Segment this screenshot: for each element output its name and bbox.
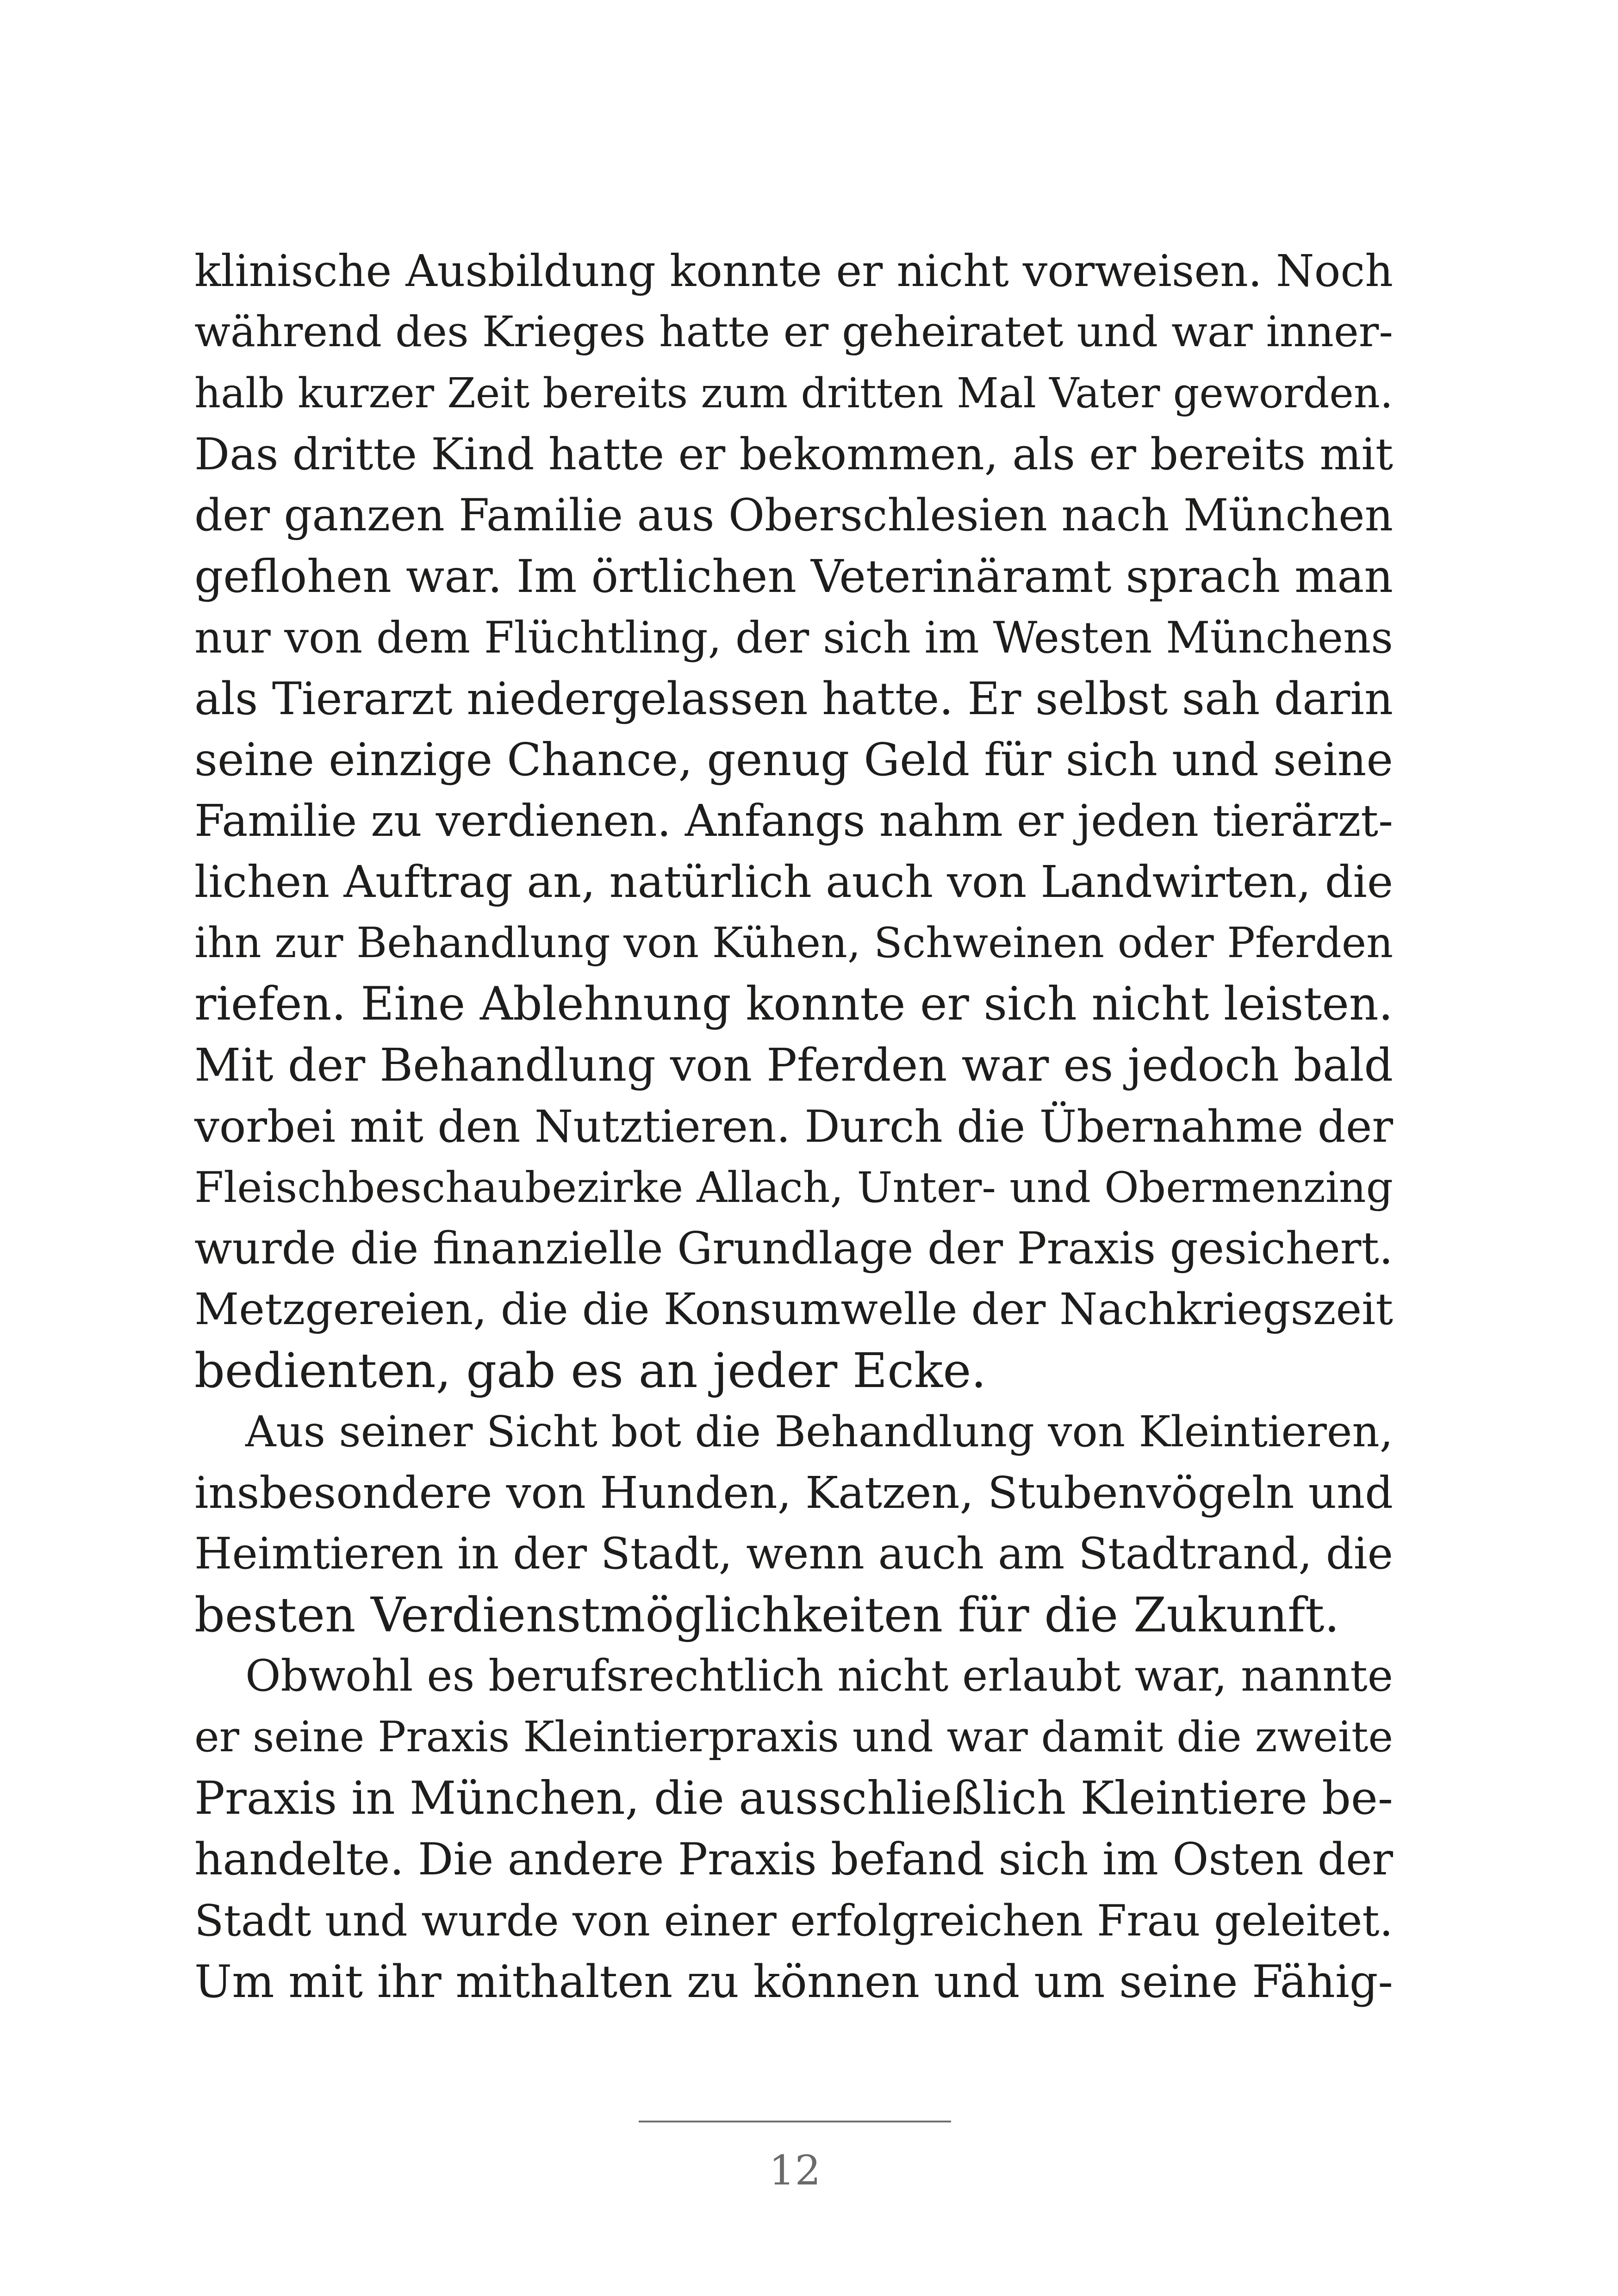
footer-divider bbox=[639, 2121, 951, 2122]
page-number: 12 bbox=[769, 2147, 821, 2194]
text-line: nur von dem Flüchtling, der sich im Westen Münchens bbox=[194, 612, 1393, 663]
text-line: besten Verdienstmöglichkeiten für die Zukunft. bbox=[194, 1587, 1340, 1643]
text-line: als Tierarzt niedergelassen hatte. Er selbst sah darin bbox=[194, 673, 1393, 725]
text-line: halb kurzer Zeit bereits zum dritten Mal Vater geworden. bbox=[194, 369, 1393, 417]
text-line: riefen. Eine Ablehnung konnte er sich nicht leisten. bbox=[194, 977, 1393, 1031]
text-line: Das dritte Kind hatte er bekommen, als er bereits mit bbox=[194, 429, 1393, 480]
text-line: der ganzen Familie aus Oberschlesien nach München bbox=[194, 490, 1393, 541]
text-line: geflohen war. Im örtlichen Veterinäramt sprach man bbox=[194, 550, 1393, 603]
text-line: Familie zu verdienen. Anfangs nahm er jeden tierärzt- bbox=[194, 796, 1393, 846]
text-line: vorbei mit den Nutztieren. Durch die Übernahme der bbox=[194, 1101, 1393, 1152]
text-line: Fleischbeschaubezirke Allach, Unter- und Obermenzing bbox=[194, 1163, 1393, 1212]
text-line: Aus seiner Sicht bot die Behandlung von Kleintieren, bbox=[245, 1407, 1393, 1456]
text-line: Stadt und wurde von einer erfolgreichen Frau geleitet. bbox=[194, 1896, 1393, 1946]
text-line: insbesondere von Hunden, Katzen, Stubenvögeln und bbox=[194, 1468, 1393, 1518]
text-line: Heimtieren in der Stadt, wenn auch am Stadtrand, die bbox=[194, 1529, 1393, 1579]
text-line: Obwohl es berufsrechtlich nicht erlaubt war, nannte bbox=[245, 1651, 1393, 1701]
text-line: Metzgereien, die die Konsumwelle der Nachkriegszeit bbox=[194, 1284, 1393, 1335]
text-line: Um mit ihr mithalten zu können und um seine Fähig- bbox=[194, 1956, 1393, 2008]
text-line: Praxis in München, die ausschließlich Kleintiere be- bbox=[194, 1772, 1393, 1825]
text-line: wurde die finanzielle Grundlage der Praxis gesichert. bbox=[194, 1223, 1393, 1274]
text-line: er seine Praxis Kleintierpraxis und war damit die zweite bbox=[194, 1713, 1393, 1761]
text-line: handelte. Die andere Praxis befand sich im Osten der bbox=[194, 1834, 1393, 1885]
text-line: während des Krieges hatte er geheiratet und war inner- bbox=[194, 308, 1393, 356]
text-line: lichen Auftrag an, natürlich auch von Landwirten, die bbox=[194, 857, 1393, 908]
text-line: Mit der Behandlung von Pferden war es jedoch bald bbox=[194, 1039, 1393, 1092]
text-line: klinische Ausbildung konnte er nicht vorweisen. Noch bbox=[194, 246, 1393, 297]
body-text bbox=[194, 241, 1393, 2012]
text-line: bedienten, gab es an jeder Ecke. bbox=[194, 1343, 987, 1399]
text-line: ihn zur Behandlung von Kühen, Schweinen oder Pferden bbox=[194, 919, 1393, 967]
text-line: seine einzige Chance, genug Geld für sich und seine bbox=[194, 734, 1393, 786]
